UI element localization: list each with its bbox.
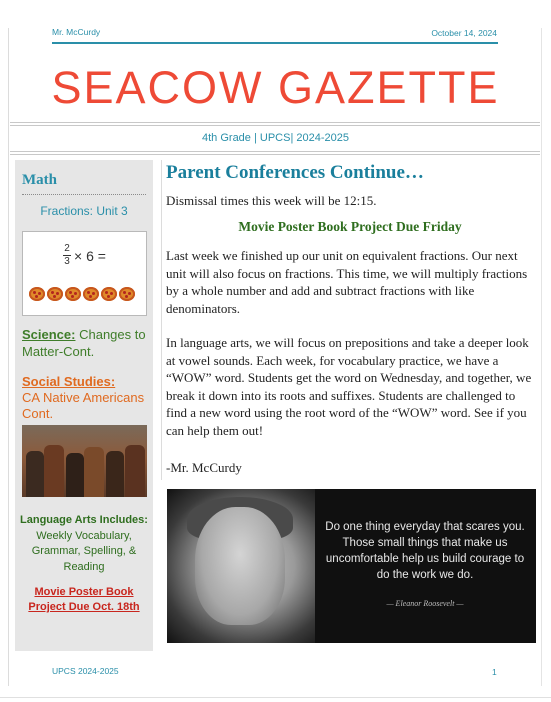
quote-attribution: — Eleanor Roosevelt — (386, 599, 464, 608)
header-rule (52, 42, 498, 44)
language-arts-text: Weekly Vocabulary, Grammar, Spelling, & Reading (31, 529, 137, 573)
sidebar-language-arts (15, 513, 153, 575)
sidebar-math-heading: Math (22, 172, 57, 188)
science-text: Changes to Matter-Cont. (22, 327, 146, 359)
social-studies-text: CA Native Americans Cont. (22, 390, 145, 421)
main-column-border (161, 160, 162, 480)
language-arts-label: Language Arts Includes: (20, 514, 148, 526)
paragraph-fractions: Last week we finished up our unit on equivalent fractions. Our next unit will also focus on fractions. This time, we will multiply fractions by a whole number and add and subtract fractions with like denominators. (166, 248, 528, 316)
divider (10, 151, 540, 152)
portrait-photo (167, 489, 315, 643)
divider (10, 154, 540, 155)
science-label: Science: (22, 327, 76, 342)
sidebar (15, 160, 153, 651)
newsletter-subtitle: 4th Grade | UPCS| 2024-2025 (202, 132, 349, 144)
pizza-icon (119, 287, 135, 301)
dismissal-text: Dismissal times this week will be 12:15. (166, 193, 377, 208)
page-left-border (8, 28, 9, 686)
main-headline: Parent Conferences Continue… (166, 162, 424, 183)
native-americans-photo (22, 425, 147, 497)
sidebar-science (22, 326, 150, 360)
sidebar-movie-note: Movie Poster Book Project Due Oct. 18th (28, 586, 140, 613)
pizza-icon (29, 287, 45, 301)
footer-school-year: UPCS 2024-2025 (52, 666, 119, 676)
sidebar-social-studies (22, 374, 150, 422)
pizza-icon (101, 287, 117, 301)
page-right-border (541, 28, 542, 686)
pizza-icon (65, 287, 81, 301)
pizza-icon (83, 287, 99, 301)
movie-project-heading: Movie Poster Book Project Due Friday (238, 219, 462, 234)
expression-rest: × 6 = (74, 247, 106, 264)
sidebar-math-topic: Fractions: Unit 3 (40, 204, 128, 218)
signature: -Mr. McCurdy (166, 460, 242, 475)
quote-text: Do one thing everyday that scares you. Those small things that make us uncomfortable help us build courage to do the work we do. (325, 521, 525, 581)
fraction-example-image (22, 231, 147, 316)
social-studies-label: Social Studies: (22, 374, 116, 389)
divider (10, 125, 540, 126)
header-teacher: Mr. McCurdy (52, 27, 101, 37)
footer-divider (0, 697, 551, 698)
divider (10, 122, 540, 123)
header-date: October 14, 2024 (431, 28, 497, 38)
fraction-expression (23, 244, 146, 267)
fraction-denominator: 3 (64, 256, 70, 267)
fraction-numerator: 2 (64, 243, 70, 254)
fraction (63, 244, 71, 267)
paragraph-language-arts: In language arts, we will focus on prepositions and take a deeper look at vowel sounds. Each week, for vocabulary practice, we have a “WOW” word. Students get the word on Wednesday, and together, we break it down into its roots and suffixes. Students are challenged to find a new word using the root word of the “WOW” word. See if you can help them out! (166, 335, 532, 438)
pizza-icon (47, 287, 63, 301)
dotted-divider (22, 194, 146, 195)
quote-image (167, 489, 536, 643)
footer-page-number: 1 (492, 667, 497, 677)
newsletter-title: SEACOW GAZETTE (51, 62, 500, 113)
pizza-row (29, 287, 141, 301)
